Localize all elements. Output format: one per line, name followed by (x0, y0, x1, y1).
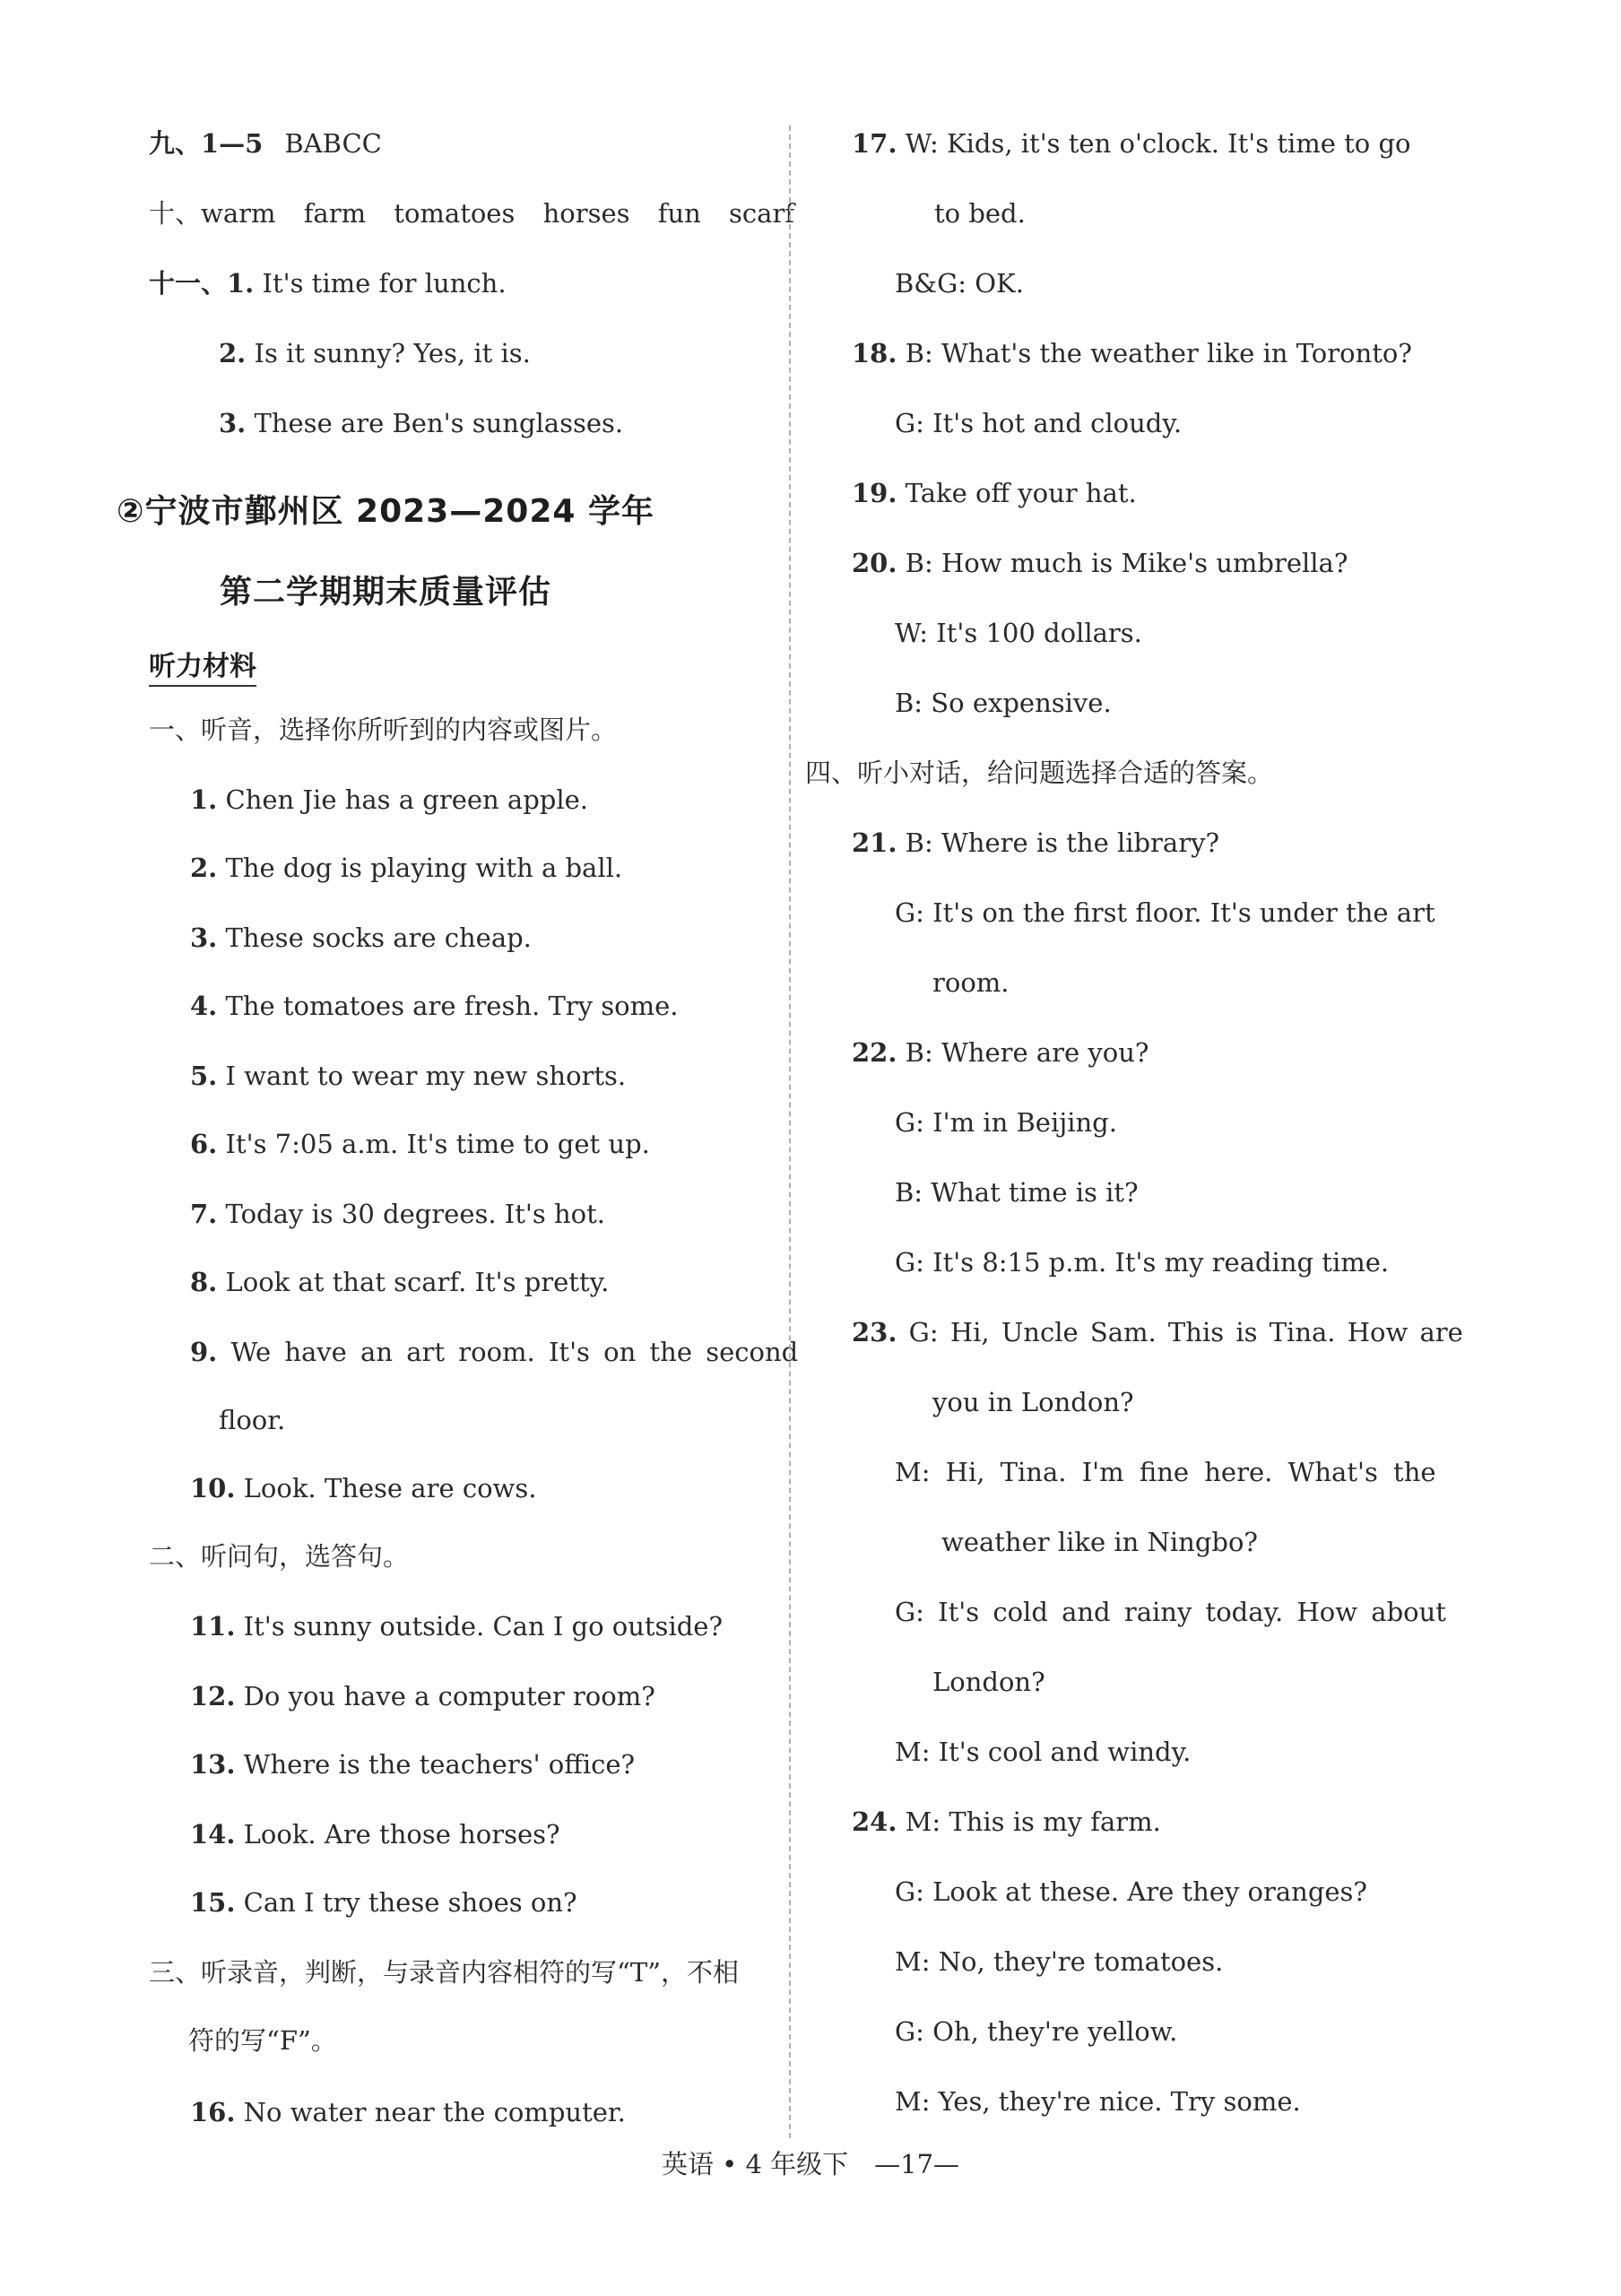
line-number: 2. (219, 338, 247, 368)
list-item (852, 335, 1412, 371)
list-item (190, 782, 588, 818)
list-item (895, 1594, 1446, 1630)
item-text: Can I try these shoes on? (243, 1887, 577, 1918)
list-item (190, 920, 532, 956)
item-number: 17. (852, 128, 897, 159)
answer-line-9 (149, 126, 382, 161)
list-item (852, 1314, 1463, 1350)
list-item (190, 1126, 650, 1162)
item-text: B: What time is it? (895, 1177, 1139, 1208)
item-text: M: This is my farm. (905, 1806, 1161, 1837)
item-text: 四、听小对话，给问题选择合适的答案。 (805, 758, 1274, 788)
list-item (934, 195, 1026, 231)
item-text: No water near the computer. (243, 2097, 626, 2127)
line-text: Is it sunny? Yes, it is. (254, 338, 531, 368)
section-heading-3: 三、听录音，判断，与录音内容相符的写“T”，不相 (149, 1957, 739, 1988)
item-text: Where is the teachers' office? (243, 1749, 636, 1780)
item-text: G: It's 8:15 p.m. It's my reading time. (895, 1247, 1390, 1278)
exam-title: ②宁波市鄞州区 2023—2024 学年 (117, 493, 654, 530)
list-item (852, 126, 1411, 161)
item-number: 3. (190, 923, 218, 953)
item-text: W: Kids, it's ten o'clock. It's time to go (905, 128, 1411, 159)
list-item (852, 1804, 1161, 1840)
item-text: Look. Are those horses? (243, 1819, 560, 1850)
list-item (895, 1734, 1191, 1770)
item-text: Take off your hat. (905, 478, 1137, 508)
list-item (895, 2084, 1301, 2119)
item-number: 12. (190, 1681, 236, 1711)
line-number: 3. (219, 408, 247, 438)
item-number: 16. (190, 2097, 236, 2127)
item-text: G: Hi, Uncle Sam. This is Tina. How are (908, 1317, 1463, 1347)
item-number: 6. (190, 1129, 218, 1159)
item-number: 9. (190, 1337, 218, 1367)
item-text: room. (932, 967, 1010, 998)
list-item (852, 475, 1137, 511)
answer-line-11-2 (219, 335, 531, 371)
section-header: 听力材料 (149, 644, 256, 687)
list-item (895, 1944, 1223, 1980)
list-item (852, 545, 1348, 581)
item-text: weather like in Ningbo? (941, 1527, 1258, 1557)
list-item (895, 1174, 1139, 1210)
item-number: 2. (190, 853, 218, 883)
item-number: 4. (190, 991, 218, 1021)
list-item (190, 988, 679, 1024)
item-text: B: So expensive. (895, 688, 1112, 718)
item-text: G: Oh, they're yellow. (895, 2016, 1178, 2047)
answer-line-10 (149, 195, 794, 231)
line-text: BABCC (284, 128, 382, 159)
list-item (895, 1874, 1367, 1910)
item-number: 11. (190, 1611, 236, 1642)
item-text: floor. (219, 1405, 286, 1435)
item-text: B: Where are you? (905, 1037, 1149, 1068)
item-text: M: Hi, Tina. I'm fine here. What's the (895, 1457, 1436, 1487)
column-divider (789, 126, 791, 2138)
list-item (219, 1402, 285, 1438)
item-number: 13. (190, 1749, 236, 1780)
item-text: to bed. (934, 198, 1026, 229)
list-item (190, 1196, 605, 1232)
list-item (895, 2014, 1177, 2049)
list-item (190, 1816, 560, 1852)
item-text: The tomatoes are fresh. Try some. (225, 991, 679, 1021)
list-item (895, 265, 1024, 301)
line-number: 九、1—5 (149, 128, 264, 159)
item-text: G: Look at these. Are they oranges? (895, 1876, 1367, 1907)
list-item (190, 1746, 635, 1782)
list-item (190, 1058, 626, 1094)
list-item (895, 1244, 1389, 1280)
line-text: 十、warm farm tomatoes horses fun scarf (149, 198, 795, 229)
line-number: 十一、1. (149, 268, 255, 299)
list-item (190, 850, 622, 886)
item-text: Do you have a computer room? (243, 1681, 655, 1711)
list-item (941, 1524, 1258, 1560)
item-number: 10. (190, 1473, 236, 1503)
list-item (190, 1884, 577, 1920)
item-number: 15. (190, 1887, 236, 1918)
list-item (805, 755, 1273, 791)
list-item (190, 1678, 655, 1714)
section-heading-3-cont: 符的写“F”。 (188, 2025, 337, 2056)
list-item (190, 1470, 536, 1506)
item-number: 8. (190, 1267, 218, 1297)
item-text: G: It's on the first floor. It's under the art (895, 897, 1435, 928)
list-item (852, 1035, 1149, 1070)
item-number: 5. (190, 1061, 218, 1091)
item-number: 18. (852, 338, 897, 368)
list-item (190, 1608, 723, 1644)
item-text: G: It's hot and cloudy. (895, 408, 1183, 438)
list-item (895, 685, 1112, 721)
item-text: Look at that scarf. It's pretty. (225, 1267, 610, 1297)
item-number: 22. (852, 1037, 897, 1068)
list-item (895, 1454, 1436, 1490)
item-text: It's sunny outside. Can I go outside? (243, 1611, 723, 1642)
item-text: you in London? (932, 1387, 1134, 1417)
item-text: Look. These are cows. (243, 1473, 537, 1503)
item-number: 14. (190, 1819, 236, 1850)
list-item (190, 2094, 626, 2130)
list-item (190, 1264, 609, 1300)
line-text: It's time for lunch. (262, 268, 507, 299)
item-text: The dog is playing with a ball. (225, 853, 623, 883)
item-text: Chen Jie has a green apple. (225, 784, 588, 815)
item-text: G: I'm in Beijing. (895, 1107, 1117, 1138)
list-item (895, 1105, 1117, 1140)
item-text: It's 7:05 a.m. It's time to get up. (225, 1129, 650, 1159)
list-item (895, 615, 1142, 651)
list-item (932, 965, 1010, 1001)
item-number: 1. (190, 784, 218, 815)
item-number: 24. (852, 1806, 897, 1837)
item-text: B: What's the weather like in Toronto? (905, 338, 1412, 368)
list-item (190, 1334, 798, 1370)
section-heading-1: 一、听音，选择你所听到的内容或图片。 (149, 715, 618, 745)
item-text: B: How much is Mike's umbrella? (905, 548, 1348, 578)
item-text: M: Yes, they're nice. Try some. (895, 2086, 1301, 2117)
item-text: G: It's cold and rainy today. How about (895, 1597, 1446, 1627)
exam-subtitle: 第二学期期末质量评估 (219, 574, 551, 611)
list-item (932, 1664, 1045, 1700)
item-text: I want to wear my new shorts. (225, 1061, 627, 1091)
list-item (852, 825, 1219, 861)
item-number: 21. (852, 827, 897, 858)
item-text: W: It's 100 dollars. (895, 618, 1142, 648)
item-text: These socks are cheap. (225, 923, 532, 953)
item-number: 23. (852, 1317, 897, 1347)
item-number: 19. (852, 478, 897, 508)
item-text: London? (932, 1667, 1045, 1697)
page-footer: 英语 • 4 年级下 —17— (661, 2149, 960, 2179)
list-item (932, 1384, 1134, 1420)
item-text: Today is 30 degrees. It's hot. (225, 1199, 605, 1229)
item-text: B&G: OK. (895, 268, 1024, 299)
item-text: We have an art room. It's on the second (230, 1337, 799, 1367)
section-heading-2: 二、听问句，选答句。 (149, 1541, 410, 1572)
list-item (895, 405, 1182, 441)
item-number: 7. (190, 1199, 218, 1229)
item-text: M: No, they're tomatoes. (895, 1946, 1224, 1977)
item-number: 20. (852, 548, 897, 578)
answer-line-11-3 (219, 405, 623, 441)
item-text: B: Where is the library? (905, 827, 1220, 858)
answer-line-11 (149, 265, 507, 301)
item-text: M: It's cool and windy. (895, 1737, 1192, 1767)
line-text: These are Ben's sunglasses. (254, 408, 624, 438)
list-item (895, 895, 1435, 931)
